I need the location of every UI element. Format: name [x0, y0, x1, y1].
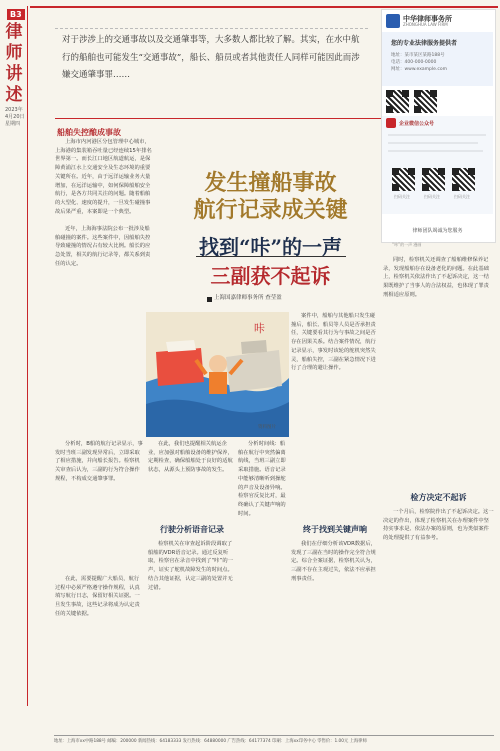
- headline-sub-2: 三副获不起诉: [210, 264, 331, 288]
- section-heading-3: 检方决定不起诉: [410, 493, 467, 502]
- article-col-3b: 在此，需要提醒广大船员，航行过程中必须严格遵守操作规程，认真填写航行日志，保留好相关证据。一旦发生事故，这些记录将成为认定责任的关键依据。: [55, 576, 140, 617]
- article-col-1b: 近年，上海海事法院公布一批涉及船舶碰撞的案件。这些案件中，因船舶失控导致碰撞的情况占有较大比例。船长的应急处置，相关的航行记录等，都关系到责任的认定。: [55, 226, 151, 267]
- law-firm-logo-icon: [386, 14, 400, 28]
- section-title-char: 讲: [5, 64, 23, 84]
- top-rule: [30, 6, 498, 8]
- kicker: 船舶失控酿成事故: [57, 128, 121, 137]
- intro-text: 对于涉涉上的交通事故以及交通肇事等，大多数人都比较了解。其实，在水中航行的船舶也可能发生“交通事故”，船长、船员或者其他责任人同样可能因此而涉嫌交通肇事罪……: [62, 35, 360, 80]
- rail-divider: [27, 6, 28, 706]
- headline-main: [158, 170, 383, 224]
- ad-line-text: 地址：某市某区某路188号: [391, 53, 445, 58]
- ad-divider: [388, 142, 478, 144]
- ad-company: 中华律师事务所: [403, 15, 452, 23]
- article-col-3: 分析时，B船的航行记录显示，事发时当班三副发现异常后，立即采取了相应措施，并向船长报告。检察机关审查后认为，三副的行为符合操作规程，不构成交通肇事罪。: [55, 441, 143, 482]
- headline-sub: 找到“咔”的一声: [198, 235, 342, 259]
- section-title-char: 律: [5, 22, 23, 42]
- section-title-char: 师: [5, 43, 23, 63]
- section-heading-1: 行驶分析语音记录: [160, 525, 224, 534]
- issue-weekday: 星期四: [5, 121, 21, 127]
- issue-year: 2023年: [5, 107, 23, 113]
- ad-red-title: 企业微信公众号: [399, 121, 435, 127]
- badge-icon: [386, 118, 396, 128]
- section-title-char: 述: [5, 85, 23, 105]
- ad-divider: [388, 150, 483, 152]
- ad-headline: 您的专业法律服务提供者: [391, 40, 458, 47]
- byline-square-icon: [207, 297, 212, 302]
- qr-code-icon[interactable]: [392, 168, 415, 191]
- page-code: B3: [7, 9, 25, 20]
- issue-date: 4月20日: [5, 114, 25, 120]
- illustration-caption: 资料图片: [258, 425, 276, 430]
- qr-code-icon[interactable]: [422, 168, 445, 191]
- ad-band-2: [382, 116, 493, 214]
- article-col-7: 我们在仔细分析该VDR数据后，发现了三副在当时的操作完全符合规定。综合全案证据，检察机关认为，三副不存在主观过失，依法不应承担刑事责任。: [291, 541, 376, 582]
- section-title: [5, 22, 23, 106]
- article-col-4a: 在此，我们也提醒相关航运企业，应加强对船舶设备的维护保养，定期检查，确保船舶处于良好的适航状态，从源头上预防事故的发生。: [148, 441, 233, 474]
- article-col-5: 同时，检察机关还调查了船舶维修保养记录，发现船舶存在设备老化的问题。在此基础上，检察机关依法作出了不起诉决定，这一结果既维护了当事人的合法权益，也体现了罪责刑相适应原则。: [383, 257, 489, 298]
- section-rule: [55, 118, 381, 119]
- headline-line: 航行记录成关键: [193, 197, 348, 223]
- ad-divider: [388, 134, 486, 136]
- article-col-8: 一个月后，检察院作出了不起诉决定。这一决定的作出，体现了检察机关在办理案件中坚持实事求是、依法办案的原则，也为类似案件的处理提供了有益参考。: [383, 509, 494, 542]
- qr-label: 扫码关注: [454, 194, 470, 199]
- svg-text:咔: 咔: [254, 322, 265, 335]
- ad-footer: 律师团队竭诚为您服务: [412, 228, 463, 234]
- article-col-1: 上海市内河港区分包管理中心城市，上海港的集装箱吞吐量已经连续15年排名世界第一。而长江口地区航道航运，是保障黄浦江水上交通安全及生态环境的重要关键所在。近年，由于远洋运输业务大量增加，在远洋运输中，如何保障船舶安全航行，是各方共同关注的问题。随着船舶的大型化、速度的提升，一旦发生碰撞事故后果严重，本案即是一个典型。: [55, 139, 152, 215]
- article-col-4: 检察机关在审查起诉阶段调取了船舶的VDR语音记录。通过反复听取，检察官在录音中找到了“咔”的一声，证实了舵机故障发生的时间点。结合其他证据，认定三副的处置并无过错。: [148, 541, 233, 591]
- page-footer: 地址：上海市xx中路188号 邮编：200000 新闻热线：64183333 发行热线：64880000 广告热线：64177374 印刷：上海xx印务中心 零售价：1.00元 上海律师: [54, 735, 494, 744]
- ad-line-text: 网址：www.example.com: [391, 67, 447, 72]
- article-col-6a: 分析时间线：船舶在航行中突然偏离航线，当班三副立即采取措施。语音记录中能够清晰听到操舵的声音及设备异响。检察官反复比对，最终确认了关键声响的时间。: [238, 441, 286, 517]
- ad-company-sub: ZHONGHUA LAW FIRM: [403, 22, 448, 27]
- qr-code-icon[interactable]: [452, 168, 475, 191]
- ad-lines: [391, 52, 491, 73]
- qr-label: 扫码关注: [394, 194, 410, 199]
- ad-caption: “咔”的一声 漫画: [392, 242, 422, 247]
- headline-line: 发生撞船事故: [204, 170, 337, 196]
- ad-line-text: 电话：400-000-0000: [391, 60, 437, 65]
- section-heading-2: 终于找到关键声响: [303, 525, 367, 534]
- article-col-2: 案件中，船舶与其他船只发生碰撞后，船长、船员等人员是否承担责任，关键要看其行为与事故之间是否存在因果关系。结合案件情况，航行记录显示，事发时该轮的舵机突然失灵，船舶失控，三副在紧急情况下进行了合理的避让操作。: [291, 313, 376, 372]
- cartoon-illustration: [146, 312, 289, 437]
- qr-code-icon[interactable]: [414, 90, 437, 113]
- qr-label: 扫码关注: [424, 194, 440, 199]
- byline: 上海国嘉律师事务所 查莹盈: [214, 295, 282, 301]
- qr-code-icon[interactable]: [386, 90, 409, 113]
